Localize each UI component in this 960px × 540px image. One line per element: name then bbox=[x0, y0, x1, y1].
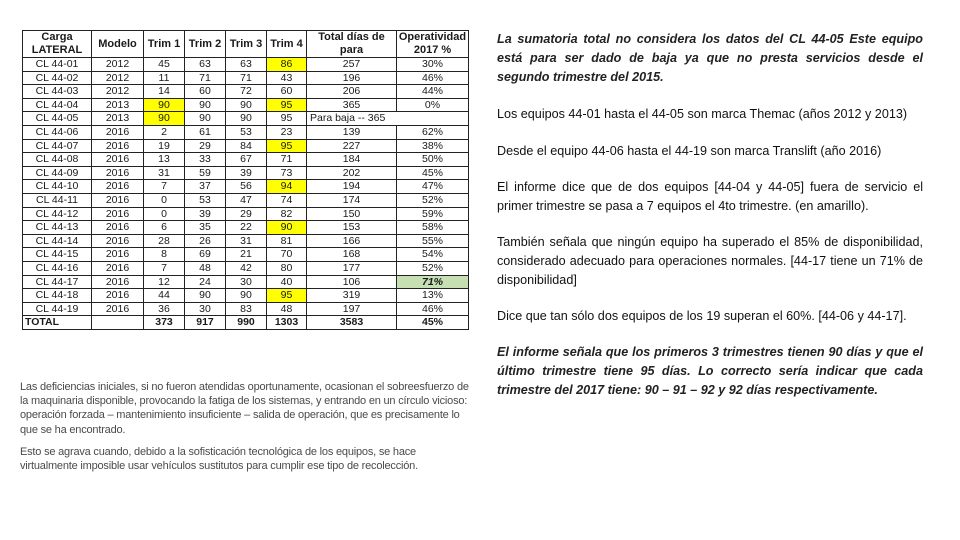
table-cell: 90 bbox=[226, 98, 267, 112]
table-cell: 44% bbox=[397, 85, 469, 99]
note-sumatoria: La sumatoria total no considera los datos del CL 44-05 Este equipo está para ser dado de baja ya que no presta servicios desde el segundo trimestre del 2015. bbox=[497, 32, 923, 84]
table-cell: 71 bbox=[185, 71, 226, 85]
table-cell: 22 bbox=[226, 221, 267, 235]
table-cell: 81 bbox=[267, 234, 307, 248]
header-modelo: Modelo bbox=[92, 31, 144, 58]
table-cell: 2016 bbox=[92, 275, 144, 289]
table-cell: CL 44-11 bbox=[23, 193, 92, 207]
table-cell: 21 bbox=[226, 248, 267, 262]
header-operatividad: Operatividad 2017 % bbox=[397, 31, 469, 58]
table-cell: 28 bbox=[144, 234, 185, 248]
table-cell: 71% bbox=[397, 275, 469, 289]
table-cell: CL 44-02 bbox=[23, 71, 92, 85]
table-cell: 90 bbox=[226, 289, 267, 303]
table-total-row bbox=[23, 316, 469, 330]
table-cell: 24 bbox=[185, 275, 226, 289]
table-body bbox=[23, 58, 469, 330]
total-cell: 3583 bbox=[307, 316, 397, 330]
table-cell: 90 bbox=[185, 98, 226, 112]
table-row bbox=[23, 248, 469, 262]
table-cell: 12 bbox=[144, 275, 185, 289]
table-cell: 94 bbox=[267, 180, 307, 194]
table-cell: 2016 bbox=[92, 302, 144, 316]
table-cell: 2016 bbox=[92, 207, 144, 221]
total-cell: 1303 bbox=[267, 316, 307, 330]
table-cell: 95 bbox=[267, 98, 307, 112]
table-cell: 2016 bbox=[92, 166, 144, 180]
table-row bbox=[23, 180, 469, 194]
table-cell: 84 bbox=[226, 139, 267, 153]
table-cell: 13 bbox=[144, 153, 185, 167]
table-cell: 7 bbox=[144, 180, 185, 194]
table-cell: 106 bbox=[307, 275, 397, 289]
table-cell: 153 bbox=[307, 221, 397, 235]
table-cell: 2016 bbox=[92, 139, 144, 153]
table-cell: 2013 bbox=[92, 98, 144, 112]
table-cell: 48 bbox=[185, 261, 226, 275]
table-cell: CL 44-17 bbox=[23, 275, 92, 289]
table-cell: 67 bbox=[226, 153, 267, 167]
table-cell: 90 bbox=[226, 112, 267, 126]
table-cell: 61 bbox=[185, 125, 226, 139]
table-cell: 80 bbox=[267, 261, 307, 275]
table-row bbox=[23, 153, 469, 167]
table-cell: 30 bbox=[185, 302, 226, 316]
table-cell: 52% bbox=[397, 261, 469, 275]
table-cell: 13% bbox=[397, 289, 469, 303]
table-cell: 63 bbox=[185, 58, 226, 72]
table-cell: 184 bbox=[307, 153, 397, 167]
total-cell: TOTAL bbox=[23, 316, 92, 330]
table-cell: 197 bbox=[307, 302, 397, 316]
table-cell: 54% bbox=[397, 248, 469, 262]
table-cell: 52% bbox=[397, 193, 469, 207]
note-translift: Desde el equipo 44-06 hasta el 44-19 son marca Translift (año 2016) bbox=[497, 144, 882, 158]
table-cell: 48 bbox=[267, 302, 307, 316]
table-cell: CL 44-16 bbox=[23, 261, 92, 275]
note-fuera-servicio: El informe dice que de dos equipos [44-04 y 44-05] fuera de servicio el primer trimestre se pasa a 7 equipos el 4to trimestre. (en amarillo). bbox=[497, 180, 923, 213]
table-cell: 206 bbox=[307, 85, 397, 99]
table-cell: 60 bbox=[185, 85, 226, 99]
table-cell: 90 bbox=[144, 98, 185, 112]
table-cell: CL 44-05 bbox=[23, 112, 92, 126]
table-cell-para-baja: Para baja -- 365 bbox=[307, 112, 469, 126]
table-cell: 46% bbox=[397, 71, 469, 85]
table-cell: 69 bbox=[185, 248, 226, 262]
table-cell: 95 bbox=[267, 139, 307, 153]
table-row bbox=[23, 112, 469, 126]
table-cell: 73 bbox=[267, 166, 307, 180]
table-cell: 2016 bbox=[92, 289, 144, 303]
table-row bbox=[23, 234, 469, 248]
table-cell: 53 bbox=[185, 193, 226, 207]
table-cell: 71 bbox=[267, 153, 307, 167]
table-cell: 90 bbox=[185, 289, 226, 303]
table-cell: 194 bbox=[307, 180, 397, 194]
scan-paragraph-1: Las deficiencias iniciales, si no fueron atendidas oportunamente, ocasionan el sobreesfuerzo de la maquinaria disponible, provocando la fatiga de los sistemas, y entrando en un círculo vicioso: operación forzada – mantenimiento insuficiente – salida de operación, que es precisamente lo que se ha encontrado. bbox=[20, 381, 469, 436]
table-cell: 46% bbox=[397, 302, 469, 316]
table-row bbox=[23, 139, 469, 153]
table-cell: 95 bbox=[267, 289, 307, 303]
table-row bbox=[23, 289, 469, 303]
table-cell: 74 bbox=[267, 193, 307, 207]
table-cell: CL 44-15 bbox=[23, 248, 92, 262]
table-cell: 2016 bbox=[92, 248, 144, 262]
table-cell: 177 bbox=[307, 261, 397, 275]
table-cell: 26 bbox=[185, 234, 226, 248]
total-cell: 990 bbox=[226, 316, 267, 330]
table-row bbox=[23, 166, 469, 180]
note-sesenta-por-ciento: Dice que tan sólo dos equipos de los 19 superan el 60%. [44-06 y 44-17]. bbox=[497, 309, 907, 323]
table-row bbox=[23, 98, 469, 112]
table-cell: 45 bbox=[144, 58, 185, 72]
table-cell: 257 bbox=[307, 58, 397, 72]
table-cell: 90 bbox=[267, 221, 307, 235]
table-cell: 0% bbox=[397, 98, 469, 112]
table-cell: 2012 bbox=[92, 71, 144, 85]
header-trim2: Trim 2 bbox=[185, 31, 226, 58]
table-cell: CL 44-07 bbox=[23, 139, 92, 153]
table-cell: 59% bbox=[397, 207, 469, 221]
table-row bbox=[23, 207, 469, 221]
table-cell: 55% bbox=[397, 234, 469, 248]
table-cell: CL 44-09 bbox=[23, 166, 92, 180]
notes-column bbox=[497, 30, 923, 400]
table-row bbox=[23, 221, 469, 235]
table-cell: 150 bbox=[307, 207, 397, 221]
table-cell: 7 bbox=[144, 261, 185, 275]
table-row bbox=[23, 275, 469, 289]
table-cell: 166 bbox=[307, 234, 397, 248]
table-cell: 31 bbox=[226, 234, 267, 248]
table-row bbox=[23, 85, 469, 99]
table-cell: 168 bbox=[307, 248, 397, 262]
total-cell: 373 bbox=[144, 316, 185, 330]
table-cell: 2012 bbox=[92, 85, 144, 99]
table-cell: 39 bbox=[226, 166, 267, 180]
table-cell: 33 bbox=[185, 153, 226, 167]
table-cell: 44 bbox=[144, 289, 185, 303]
table-cell: 37 bbox=[185, 180, 226, 194]
table-cell: CL 44-04 bbox=[23, 98, 92, 112]
table-cell: 30 bbox=[226, 275, 267, 289]
table-cell: 2016 bbox=[92, 261, 144, 275]
header-total-dias: Total días de para bbox=[307, 31, 397, 58]
table-cell: CL 44-03 bbox=[23, 85, 92, 99]
table-cell: 38% bbox=[397, 139, 469, 153]
table-cell: 2016 bbox=[92, 180, 144, 194]
note-disponibilidad: También señala que ningún equipo ha superado el 85% de disponibilidad, considerado adecuado para operaciones normales. [44-17 tiene un 71% de disponibilidad] bbox=[497, 235, 923, 287]
table-cell: 82 bbox=[267, 207, 307, 221]
table-cell: CL 44-13 bbox=[23, 221, 92, 235]
table-cell: 139 bbox=[307, 125, 397, 139]
table-cell: CL 44-12 bbox=[23, 207, 92, 221]
table-cell: 29 bbox=[226, 207, 267, 221]
table-cell: 2012 bbox=[92, 58, 144, 72]
table-cell: 95 bbox=[267, 112, 307, 126]
total-cell: 45% bbox=[397, 316, 469, 330]
table-cell: 2016 bbox=[92, 221, 144, 235]
table-row bbox=[23, 302, 469, 316]
table-cell: 202 bbox=[307, 166, 397, 180]
table-cell: 31 bbox=[144, 166, 185, 180]
table-cell: 0 bbox=[144, 207, 185, 221]
table-cell: 35 bbox=[185, 221, 226, 235]
table-cell: 56 bbox=[226, 180, 267, 194]
table-cell: 11 bbox=[144, 71, 185, 85]
table-cell: 47 bbox=[226, 193, 267, 207]
table-cell: 63 bbox=[226, 58, 267, 72]
table-cell: 43 bbox=[267, 71, 307, 85]
table-header-row bbox=[23, 31, 469, 58]
table-cell: 42 bbox=[226, 261, 267, 275]
header-trim3: Trim 3 bbox=[226, 31, 267, 58]
scanned-report-excerpt bbox=[20, 380, 470, 500]
total-cell bbox=[92, 316, 144, 330]
table-cell: 23 bbox=[267, 125, 307, 139]
table-cell: 30% bbox=[397, 58, 469, 72]
table-cell: 40 bbox=[267, 275, 307, 289]
table-cell: CL 44-14 bbox=[23, 234, 92, 248]
table-cell: 227 bbox=[307, 139, 397, 153]
table-cell: 2 bbox=[144, 125, 185, 139]
table-cell: 14 bbox=[144, 85, 185, 99]
table-cell: 19 bbox=[144, 139, 185, 153]
header-trim4: Trim 4 bbox=[267, 31, 307, 58]
availability-table-image bbox=[22, 30, 468, 350]
table-cell: 90 bbox=[185, 112, 226, 126]
table-row bbox=[23, 193, 469, 207]
table-cell: 29 bbox=[185, 139, 226, 153]
table-row bbox=[23, 58, 469, 72]
table-cell: 36 bbox=[144, 302, 185, 316]
table-cell: 71 bbox=[226, 71, 267, 85]
table-cell: 2016 bbox=[92, 234, 144, 248]
table-cell: 174 bbox=[307, 193, 397, 207]
table-cell: CL 44-18 bbox=[23, 289, 92, 303]
table-row bbox=[23, 125, 469, 139]
header-carga: Carga LATERAL bbox=[23, 31, 92, 58]
table-cell: 72 bbox=[226, 85, 267, 99]
table-cell: 319 bbox=[307, 289, 397, 303]
table-cell: 196 bbox=[307, 71, 397, 85]
table-cell: 53 bbox=[226, 125, 267, 139]
table-cell: CL 44-10 bbox=[23, 180, 92, 194]
header-trim1: Trim 1 bbox=[144, 31, 185, 58]
table-cell: 50% bbox=[397, 153, 469, 167]
table-cell: 0 bbox=[144, 193, 185, 207]
table-cell: 60 bbox=[267, 85, 307, 99]
table-row bbox=[23, 71, 469, 85]
table-cell: 2016 bbox=[92, 153, 144, 167]
scan-paragraph-2: Esto se agrava cuando, debido a la sofisticación tecnológica de los equipos, se hace virtualmente imposible usar vehículos sustitutos para cumplir ese tipo de recolección. bbox=[20, 445, 418, 473]
table-cell: 2016 bbox=[92, 125, 144, 139]
table-cell: CL 44-08 bbox=[23, 153, 92, 167]
table-cell: 2013 bbox=[92, 112, 144, 126]
availability-table bbox=[22, 30, 469, 330]
table-cell: 59 bbox=[185, 166, 226, 180]
table-cell: 365 bbox=[307, 98, 397, 112]
table-cell: 8 bbox=[144, 248, 185, 262]
table-cell: 2016 bbox=[92, 193, 144, 207]
table-cell: 62% bbox=[397, 125, 469, 139]
table-cell: 86 bbox=[267, 58, 307, 72]
table-cell: 6 bbox=[144, 221, 185, 235]
table-cell: 70 bbox=[267, 248, 307, 262]
table-cell: 47% bbox=[397, 180, 469, 194]
table-cell: 45% bbox=[397, 166, 469, 180]
table-cell: CL 44-06 bbox=[23, 125, 92, 139]
table-cell: 83 bbox=[226, 302, 267, 316]
table-cell: CL 44-01 bbox=[23, 58, 92, 72]
note-dias-trimestre: El informe señala que los primeros 3 trimestres tienen 90 días y que el último trimestre tiene 95 días. Lo correcto sería indicar que cada trimestre del 2017 tiene: 90 – 91 – 92 y 92 días respectivamente. bbox=[497, 345, 923, 397]
table-cell: 90 bbox=[144, 112, 185, 126]
table-cell: CL 44-19 bbox=[23, 302, 92, 316]
table-cell: 39 bbox=[185, 207, 226, 221]
table-row bbox=[23, 261, 469, 275]
note-themac: Los equipos 44-01 hasta el 44-05 son marca Themac (años 2012 y 2013) bbox=[497, 107, 908, 121]
table-cell: 58% bbox=[397, 221, 469, 235]
total-cell: 917 bbox=[185, 316, 226, 330]
